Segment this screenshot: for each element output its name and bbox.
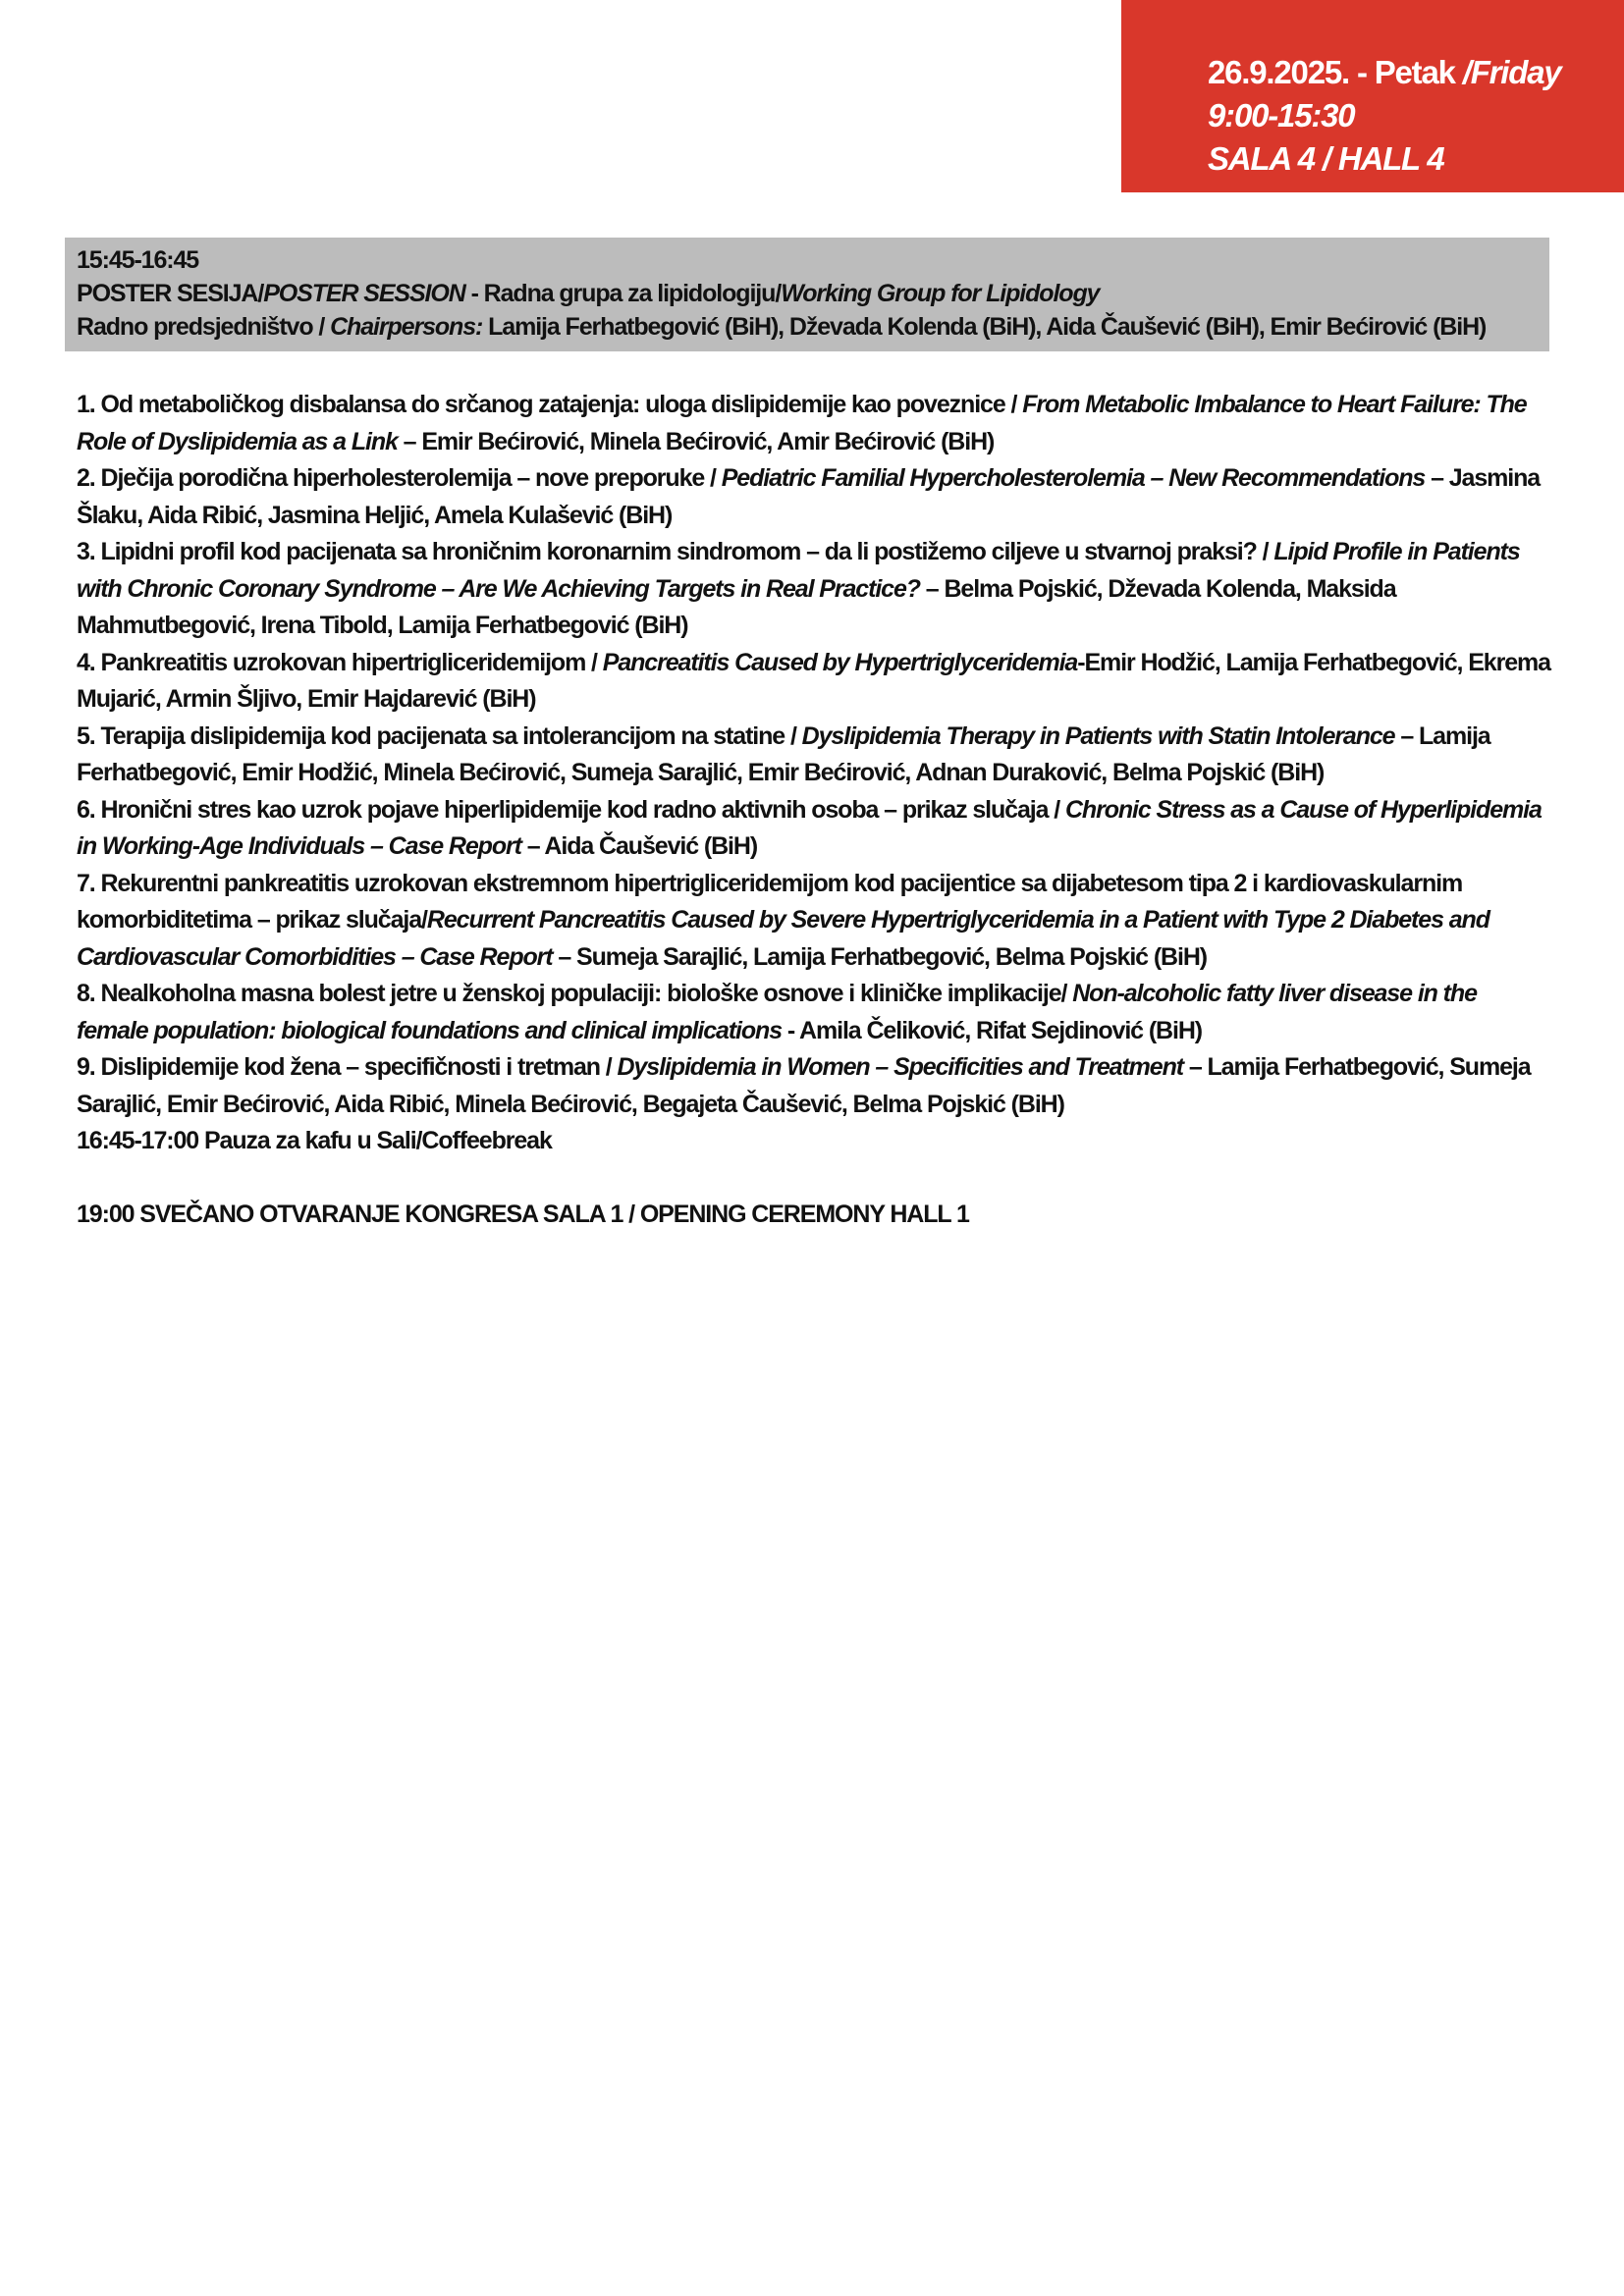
date-line [1208, 51, 1624, 94]
poster-authors: – Aida Čaušević (BiH) [520, 832, 758, 860]
day-en-text: /Friday [1462, 54, 1561, 90]
poster-authors: – Jasmina Šlaku, Aida Ribić, Jasmina Heljić, Amela Kulašević (BiH) [77, 464, 1541, 529]
coffee-break: 16:45-17:00 Pauza za kafu u Sali/Coffeebreak [77, 1127, 552, 1154]
poster-title-local: 6. Hronični stres kao uzrok pojave hiperlipidemije kod radno aktivnih osoba – prikaz slučaja / [77, 795, 1065, 824]
date-text: 26.9.2025. - Petak [1208, 54, 1463, 90]
poster-item-8 [77, 976, 1551, 1049]
chairs-label-en: Chairpersons: [330, 313, 483, 341]
poster-title-local: 2. Dječija porodična hiperholesterolemija – nove preporuke / [77, 464, 722, 492]
session-time: 15:45-16:45 [77, 246, 199, 274]
date-header [1121, 0, 1624, 192]
poster-item-4 [77, 645, 1551, 719]
poster-item-9 [77, 1049, 1551, 1123]
poster-authors: – Lamija Ferhatbegović, Emir Hodžić, Minela Bećirović, Sumeja Sarajlić, Emir Bećirović, Adnan Duraković, Belma Pojskić (BiH) [77, 721, 1490, 786]
poster-title-local: 8. Nealkoholna masna bolest jetre u ženskoj populaciji: biološke osnove i kliničke implikacije/ [77, 980, 1073, 1007]
poster-title-en: Non-alcoholic fatty liver disease in the female population: biological foundations and clinical implications [77, 980, 1477, 1044]
poster-item-6 [77, 792, 1551, 866]
opening-ceremony: 19:00 SVEČANO OTVARANJE KONGRESA SALA 1 / OPENING CEREMONY HALL 1 [77, 1201, 969, 1228]
time-range: 9:00-15:30 [1208, 97, 1355, 133]
chairs-label-local: Radno predsjedništvo / [77, 313, 331, 341]
poster-item-7 [77, 866, 1551, 977]
session-chairs [77, 310, 1549, 344]
poster-list [77, 387, 1551, 1234]
poster-title-local: 1. Od metaboličkog disbalansa do srčanog zatajenja: uloga dislipidemije kao poveznice / [77, 391, 1023, 418]
hall-label: SALA 4 / HALL 4 [1208, 140, 1444, 177]
session-group-en: Working Group for Lipidology [781, 280, 1100, 307]
poster-title-local: 9. Dislipidemije kod žena – specifičnosti i tretman / [77, 1053, 618, 1081]
poster-authors: - Amila Čeliković, Rifat Sejdinović (BiH) [782, 1016, 1203, 1044]
poster-title-local: 5. Terapija dislipidemija kod pacijenata sa intolerancijom na statine / [77, 721, 802, 750]
poster-authors: – Lamija Ferhatbegović, Sumeja Sarajlić, Emir Bećirović, Aida Ribić, Minela Bećirović, Begajeta Čaušević, Belma Pojskić (BiH) [77, 1053, 1531, 1118]
poster-title-en: Dyslipidemia in Women – Specificities and Treatment [617, 1053, 1184, 1081]
session-title-local: POSTER SESIJA/ [77, 280, 264, 307]
poster-title-local: 4. Pankreatitis uzrokovan hipertrigliceridemijom / [77, 648, 603, 676]
poster-authors: -Emir Hodžić, Lamija Ferhatbegović, Ekrema Mujarić, Armin Šljivo, Emir Hajdarević (BiH) [77, 648, 1550, 713]
session-group-local: - Radna grupa za lipidologiju/ [464, 280, 782, 307]
poster-item-1 [77, 387, 1551, 460]
session-header [65, 238, 1549, 351]
poster-title-local: 3. Lipidni profil kod pacijenata sa hroničnim koronarnim sindromom – da li postižemo ciljeve u stvarnoj praksi? / [77, 538, 1274, 565]
poster-authors: – Emir Bećirović, Minela Bećirović, Amir Bećirović (BiH) [397, 427, 995, 455]
session-title-en: POSTER SESSION [263, 280, 465, 307]
poster-title-en: Lipid Profile in Patients with Chronic Coronary Syndrome – Are We Achieving Targets in Real Practice? [77, 538, 1520, 603]
poster-item-5 [77, 719, 1551, 792]
poster-title-en: Dyslipidemia Therapy in Patients with Statin Intolerance [801, 721, 1395, 750]
poster-title-en: Pediatric Familial Hypercholesterolemia – New Recommendations [721, 464, 1426, 492]
poster-title-local: 7. Rekurentni pankreatitis uzrokovan ekstremnom hipertrigliceridemijom kod pacijentice sa dijabetesom tipa 2 i kardiovaskularnim komorbiditetima – prikaz slučaja/ [77, 869, 1463, 934]
poster-authors: – Belma Pojskić, Dževada Kolenda, Maksida Mahmutbegović, Irena Tibold, Lamija Ferhatbegović (BiH) [77, 574, 1396, 639]
poster-title-en: From Metabolic Imbalance to Heart Failure: The Role of Dyslipidemia as a Link [77, 391, 1527, 455]
poster-title-en: Recurrent Pancreatitis Caused by Severe Hypertriglyceridemia in a Patient with Type 2 Diabetes and Cardiovascular Comorbidities – Case Report [77, 906, 1489, 971]
poster-item-3 [77, 534, 1551, 645]
poster-title-en: Chronic Stress as a Cause of Hyperlipidemia in Working-Age Individuals – Case Report [77, 795, 1542, 860]
poster-item-2 [77, 460, 1551, 534]
session-title [77, 277, 1549, 310]
poster-authors: – Sumeja Sarajlić, Lamija Ferhatbegović, Belma Pojskić (BiH) [552, 942, 1208, 971]
chairs-names: Lamija Ferhatbegović (BiH), Dževada Kolenda (BiH), Aida Čaušević (BiH), Emir Bećirović (BiH) [482, 313, 1487, 341]
poster-title-en: Pancreatitis Caused by Hypertriglyceridemia [602, 648, 1078, 676]
